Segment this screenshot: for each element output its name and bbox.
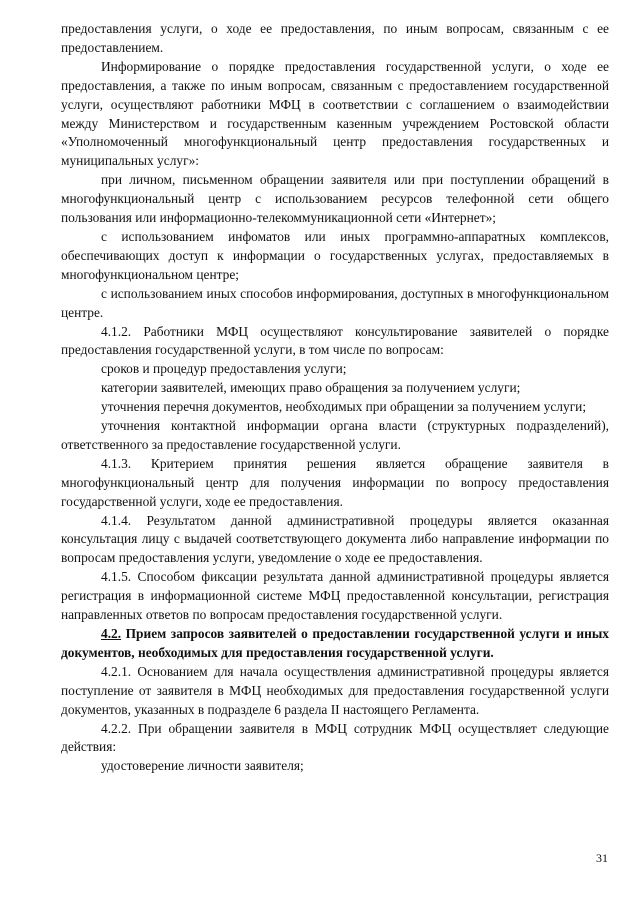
paragraph: с использованием иных способов информирования, доступных в многофункциональном центре. [61, 285, 609, 320]
paragraph: категории заявителей, имеющих право обращения за получением услуги; [101, 380, 521, 396]
paragraph: 4.1.2. Работники МФЦ осуществляют консультирование заявителей о порядке предоставления государственной услуги, в том числе по вопросам: [61, 323, 609, 358]
paragraph: Информирование о порядке предоставления государственной услуги, о ходе ее предоставления, а также по иным вопросам, связанным с предоставлением государственной услуги, осуществляют работники МФЦ в соответствии с соглашением о взаимодействии между Министерством и государственным казенным учреждением Ростовской области «Уполномоченный многофункциональный центр предоставления государственных и муниципальных услуг»: [61, 58, 609, 169]
paragraph: предоставления услуги, о ходе ее предоставления, по иным вопросам, связанным с ее предоставлением. [61, 21, 609, 55]
document-page [61, 20, 609, 776]
paragraph: 4.2.2. При обращении заявителя в МФЦ сотрудник МФЦ осуществляет следующие действия: [61, 720, 609, 755]
paragraphs-before [61, 20, 609, 625]
paragraph: удостоверение личности заявителя; [101, 758, 304, 774]
section-heading-text: Прием запросов заявителей о предоставлении государственной услуги и иных документов, необходимых для предоставления государственной услуги. [61, 626, 609, 660]
paragraph: с использованием инфоматов или иных программно-аппаратных комплексов, обеспечивающих доступ к информации о государственных услугах, предоставляемых в многофункциональном центре; [61, 228, 609, 282]
paragraph: сроков и процедур предоставления услуги; [101, 361, 347, 377]
paragraph: уточнения перечня документов, необходимых при обращении за получением услуги; [101, 399, 587, 415]
section-heading-number: 4.2. [101, 626, 122, 641]
paragraph: 4.1.5. Способом фиксации результата данной административной процедуры является регистрация в информационной системе МФЦ предоставленной консультации, регистрация направленных ответов по вопросам предоставления государственной услуги. [61, 569, 609, 623]
paragraph: 4.1.3. Критерием принятия решения является обращение заявителя в многофункциональный центр для получения информации по вопросу предоставления государственной услуги, ходе ее предоставления. [61, 455, 609, 509]
page-number: 31 [596, 851, 608, 865]
paragraph: при личном, письменном обращении заявителя или при поступлении обращений в многофункциональный центр с использованием ресурсов телефонной сети общего пользования или информационно-телекоммуникационной сети «Интернет»; [61, 172, 609, 226]
paragraph: 4.2.1. Основанием для начала осуществления административной процедуры является поступление от заявителя в МФЦ необходимых для предоставления государственной услуги документов, указанных в подразделе 6 раздела II настоящего Регламента. [61, 663, 609, 717]
paragraph: 4.1.4. Результатом данной административной процедуры является оказанная консультация лицу с выдачей соответствующего документа либо направление информации по вопросам предоставления услуги, уведомление о ходе ее предоставления. [61, 512, 609, 566]
section-heading [61, 625, 609, 663]
paragraph: уточнения контактной информации органа власти (структурных подразделений), ответственного за предоставление государственной услуги. [61, 418, 609, 452]
paragraphs-after [61, 663, 609, 776]
